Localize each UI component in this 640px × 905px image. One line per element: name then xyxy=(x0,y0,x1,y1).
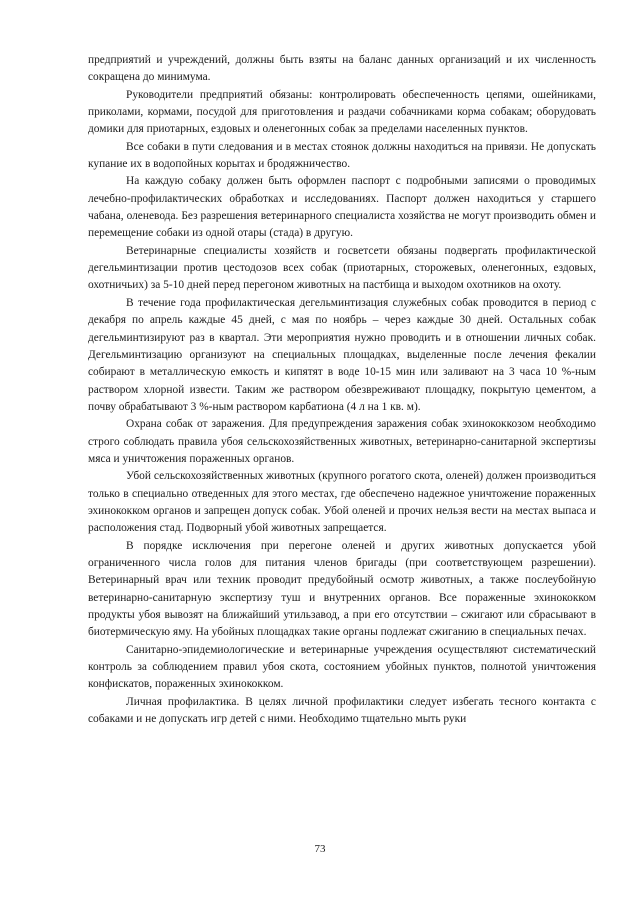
paragraph-3: Все собаки в пути следования и в местах стоянок должны находиться на привязи. Не допускать купание их в водопойных корытах и бродяжничество. xyxy=(88,140,596,171)
paragraph-2: Руководители предприятий обязаны: контролировать обеспеченность цепями, ошейниками, приколами, кормами, посудой для приготовления и раздачи собачниками корма собакам; оборудовать домики для приотарных, ездовых и оленегонных собак за пределами населенных пунктов. xyxy=(88,88,596,136)
paragraph-11: Личная профилактика. В целях личной профилактики следует избегать тесного контакта с собаками и не допускать игр детей с ними. Необходимо тщательно мыть руки xyxy=(88,695,596,726)
paragraph-7: Охрана собак от заражения. Для предупреждения заражения собак эхинококкозом необходимо строго соблюдать правила убоя сельскохозяйственных животных, ветеринарно-санитарной экспертизы мяса и уничтожения пораженных органов. xyxy=(88,418,596,465)
page-number: 73 xyxy=(314,843,326,855)
paragraph-9: В порядке исключения при перегоне оленей и других животных допускается убой ограниченного числа голов для питания членов бригады (при соответствующем разрешении). Ветеринарный врач или техник проводит предубойный осмотр животных, а также послеубойную ветеринарно-санитарную экспертизу туш и внутренних органов. Все пораженные эхинококком продукты убоя вывозят на ближайший утильзавод, а при его отсутствии – сжигают или сбрасывают в биотермическую яму. На убойных площадках такие органы подлежат сжиганию в специальных печах. xyxy=(88,539,596,639)
paragraph-4: На каждую собаку должен быть оформлен паспорт с подробными записями о проводимых лечебно-профилактических обработках и исследованиях. Паспорт должен находиться у старшего чабана, оленевода. Без разрешения ветеринарного специалиста хозяйства не могут производить обмен и перемещение собаки из одной отары (стада) в другую. xyxy=(88,175,596,240)
paragraph-8: Убой сельскохозяйственных животных (крупного рогатого скота, оленей) должен производиться только в специально отведенных для этого местах, где обеспечено надежное уничтожение пораженных эхинококком органов и запрещен допуск собак. Убой оленей и прочих нельзя вести на местах выпаса и расположения стад. Подворный убой животных запрещается. xyxy=(88,470,596,535)
paragraph-1: предприятий и учреждений, должны быть взяты на баланс данных организаций и их численность сокращена до минимума. xyxy=(88,54,596,84)
page-body xyxy=(88,52,596,728)
paragraph-10: Санитарно-эпидемиологические и ветеринарные учреждения осуществляют систематический контроль за соблюдением правил убоя скота, состоянием убойных пунктов, полнотой уничтожения конфискатов, пораженных эхинококком. xyxy=(88,643,596,691)
paragraph-5: Ветеринарные специалисты хозяйств и госветсети обязаны подвергать профилактической дегельминтизации против цестодозов всех собак (приотарных, сторожевых, оленегонных, ездовых, охотничьих) за 5-10 дней перед перегоном животных на пастбища и выходом охотников на охоту. xyxy=(88,244,596,292)
paragraph-6: В течение года профилактическая дегельминтизация служебных собак проводится в период с декабря по апрель каждые 45 дней, с мая по ноябрь – через каждые 30 дней. Остальных собак дегельминтизируют раз в квартал. Эти мероприятия нужно проводить и в отношении личных собак. Дегельминтизацию организуют на специальных площадках, выделенные после лечения фекалии собирают в металлическую емкость и кипятят в воде 10-15 мин или заливают на 3 часа 10 %-ным раствором хлорной извести. Таким же раствором обезвреживают площадку, покрытую цементом, а почву обрабатывают 3 %-ным раствором карбатиона (4 л на 1 кв. м). xyxy=(88,296,596,413)
